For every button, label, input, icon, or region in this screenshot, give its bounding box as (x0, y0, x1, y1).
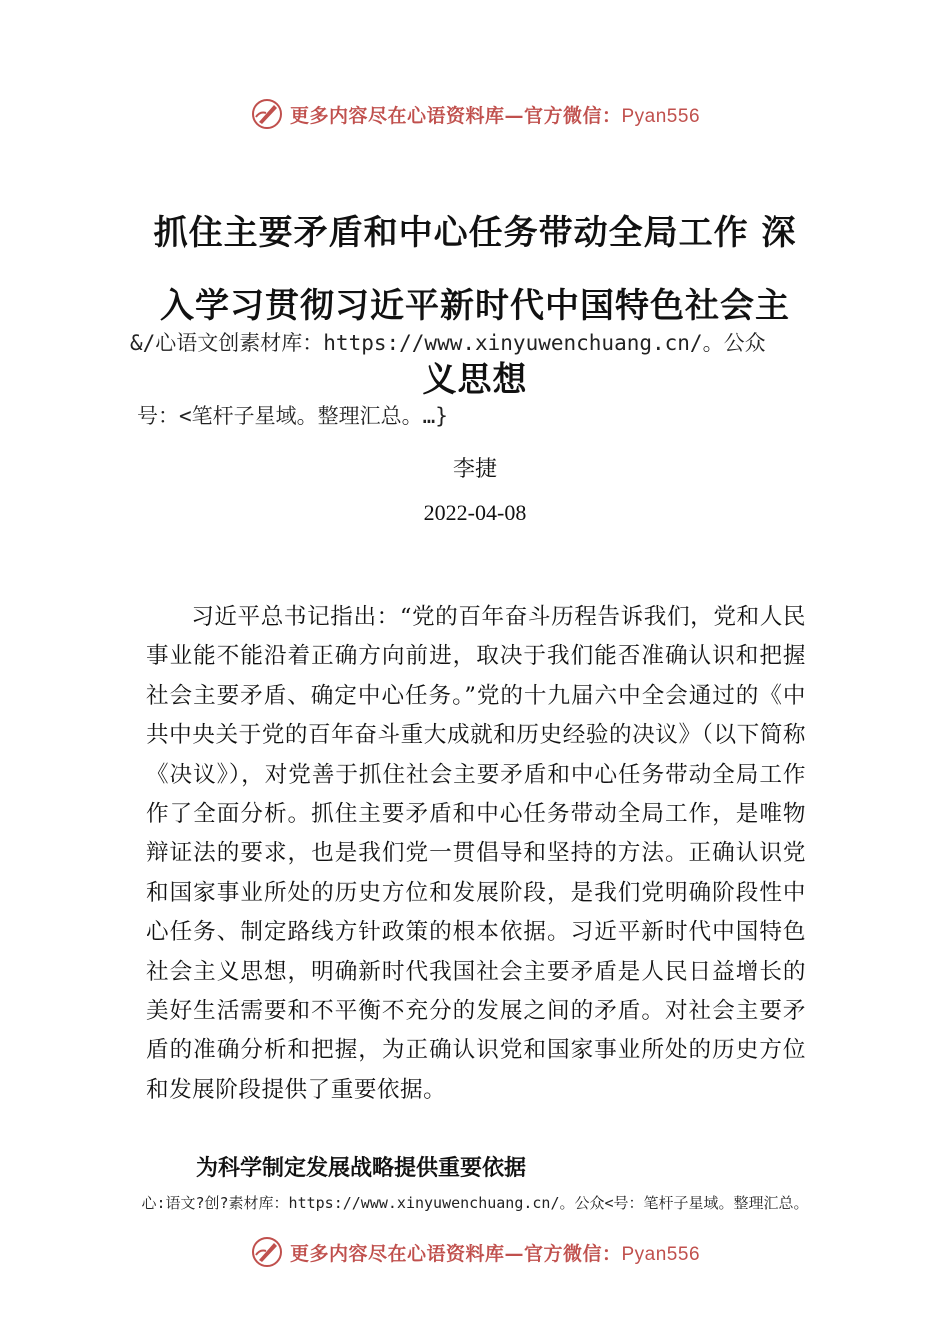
body-paragraph: 习近平总书记指出：“党的百年奋斗历程告诉我们，党和人民事业能不能沿着正确方向前进，取决于我们能否准确认识和把握社会主要矛盾、确定中心任务。”党的十九届六中全会通过的《中共中央关于党的百年奋斗重大成就和历史经验的决议》（以下简称《决议》），对党善于抓住社会主要矛盾和中心任务带动全局工作作了全面分析。抓住主要矛盾和中心任务带动全局工作，是唯物辩证法的要求，也是我们党一贯倡导和坚持的方法。正确认识党和国家事业所处的历史方位和发展阶段，是我们党明确阶段性中心任务、制定路线方针政策的根本依据。习近平新时代中国特色社会主义思想，明确新时代我国社会主要矛盾是人民日益增长的美好生活需要和不平衡不充分的发展之间的矛盾。对社会主要矛盾的准确分析和把握，为正确认识党和国家事业所处的历史方位和发展阶段提供了重要依据。 (146, 604, 806, 1103)
wechat-id: Pyan556 (621, 105, 701, 127)
section-subheading: 为科学制定发展战略提供重要依据 (196, 1156, 527, 1181)
quill-seal-icon (250, 1235, 284, 1269)
title-line-1: 抓住主要矛盾和中心任务带动全局工作 深 (153, 213, 797, 253)
title-line-2: 入学习贯彻习近平新时代中国特色社会主 (160, 286, 790, 326)
banner-text: 更多内容尽在心语资料库—官方微信：Pyan556 (289, 1242, 701, 1265)
header-banner (0, 94, 950, 134)
watermark-line-2: 号：<笔杆子星域。整理汇总。…} (137, 404, 448, 428)
publish-date: 2022-04-08 (423, 500, 527, 525)
title-line-3: 义思想 (422, 360, 528, 400)
footer-watermark: 心:语文?创?素材库：https://www.xinyuwenchuang.cn/。公众<号：笔杆子星域。整理汇总。 (141, 1194, 809, 1212)
quill-seal-icon (250, 97, 284, 131)
author: 李捷 (452, 457, 497, 482)
watermark-line-1: &/心语文创素材库：https://www.xinyuwenchuang.cn/。公众 (130, 331, 766, 355)
footer-banner (0, 1232, 950, 1272)
wechat-id: Pyan556 (621, 1243, 701, 1265)
banner-text: 更多内容尽在心语资料库—官方微信：Pyan556 (289, 104, 701, 127)
